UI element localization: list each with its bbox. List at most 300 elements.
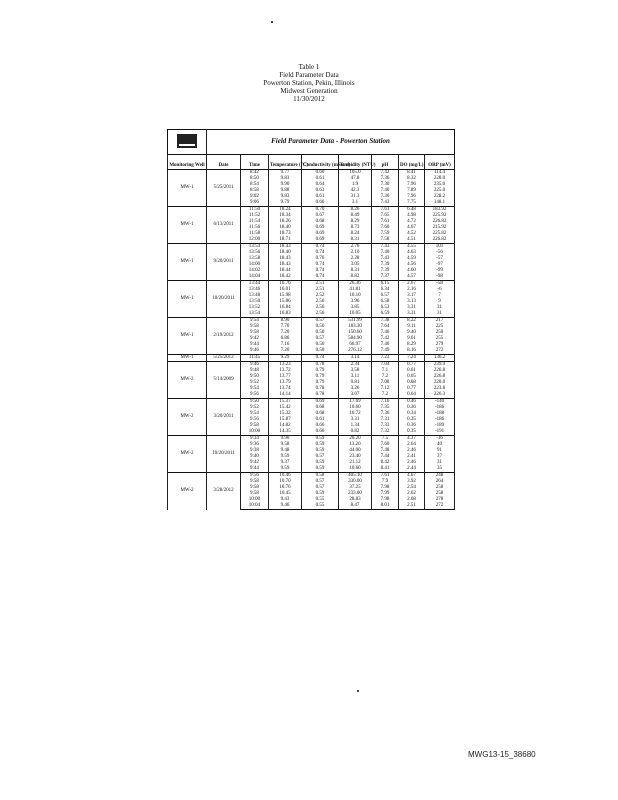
conductivity-cell: 0.61: [302, 176, 339, 182]
do-cell: 8.22: [399, 318, 425, 325]
orp-cell: 258: [425, 491, 455, 497]
do-cell: 2.64: [399, 442, 425, 448]
turbidity-cell: 17.69: [339, 399, 372, 406]
conductivity-cell: 0.59: [302, 436, 339, 443]
time-cell: 9:58: [241, 330, 269, 336]
well-cell: MW-2: [168, 362, 207, 399]
orp-cell: 228.2: [425, 194, 455, 200]
conductivity-cell: 0.50: [302, 330, 339, 336]
temperature-cell: 6.86: [269, 336, 302, 342]
ph-cell: 7.60: [372, 442, 399, 448]
conductivity-cell: 0.57: [302, 454, 339, 460]
do-cell: 2.16: [399, 287, 425, 293]
ph-cell: 7.43: [372, 244, 399, 251]
do-cell: 4.72: [399, 219, 425, 225]
turbidity-cell: 584.90: [339, 336, 372, 342]
temperature-cell: 18.44: [269, 268, 302, 274]
ph-cell: 6.59: [372, 311, 399, 318]
time-cell: 13:54: [241, 244, 269, 251]
orp-cell: -188: [425, 411, 455, 417]
banner-title-cell: [207, 130, 455, 155]
temperature-cell: 18.34: [269, 213, 302, 219]
time-cell: 8:50: [241, 176, 269, 182]
do-cell: 6.48: [399, 207, 425, 214]
orp-cell: 91: [425, 448, 455, 454]
banner-title: Field Parameter Data - Powerton Station: [271, 137, 390, 145]
well-cell: MW-2: [168, 473, 207, 510]
time-cell: 11:45: [241, 355, 269, 362]
conductivity-cell: 0.74: [302, 250, 339, 256]
conductivity-cell: 2.56: [302, 311, 339, 318]
orp-cell: 183.92: [425, 207, 455, 214]
col-header-ph: pH: [372, 155, 399, 170]
date-cell: 6/13/2011: [207, 207, 241, 244]
turbidity-cell: 47.8: [339, 176, 372, 182]
do-cell: 4.55: [399, 244, 425, 251]
orp-cell: 272: [425, 348, 455, 355]
ph-cell: 8.42: [372, 460, 399, 466]
conductivity-cell: 0.66: [302, 200, 339, 207]
time-cell: 8:54: [241, 182, 269, 188]
time-cell: 9:56: [241, 417, 269, 423]
temperature-cell: 9.43: [269, 497, 302, 503]
temperature-cell: 18.42: [269, 274, 302, 281]
ph-cell: 7.36: [372, 411, 399, 417]
conductivity-cell: 0.69: [302, 399, 339, 406]
time-cell: 9:58: [241, 423, 269, 429]
turbidity-cell: 37.25: [339, 485, 372, 491]
report-date: 11/30/2012: [293, 95, 325, 103]
ph-cell: 7.59: [372, 231, 399, 237]
conductivity-cell: 0.78: [302, 392, 339, 399]
conductivity-cell: 0.50: [302, 342, 339, 348]
do-cell: 2.67: [399, 281, 425, 288]
do-cell: 7.96: [399, 194, 425, 200]
temperature-cell: 10.76: [269, 485, 302, 491]
conductivity-cell: 0.59: [302, 448, 339, 454]
turbidity-cell: 3.11: [339, 374, 372, 380]
time-cell: 9:54: [241, 318, 269, 325]
time-cell: 14:04: [241, 274, 269, 281]
time-cell: 8:58: [241, 188, 269, 194]
ph-cell: 6.53: [372, 305, 399, 311]
turbidity-cell: 8.26: [339, 207, 372, 214]
turbidity-cell: 26.36: [339, 281, 372, 288]
time-cell: 13:44: [241, 281, 269, 288]
do-cell: 4.51: [399, 237, 425, 244]
time-cell: 11:58: [241, 231, 269, 237]
conductivity-cell: 0.57: [302, 479, 339, 485]
well-cell: MW-1: [168, 170, 207, 207]
turbidity-cell: 1.34: [339, 423, 372, 429]
temperature-cell: 16.76: [269, 281, 302, 288]
temperature-cell: 18.24: [269, 207, 302, 214]
do-cell: 7.89: [399, 188, 425, 194]
ph-cell: 7.39: [372, 262, 399, 268]
orp-cell: 226.82: [425, 237, 455, 244]
do-cell: 4.67: [399, 225, 425, 231]
turbidity-cell: 3.14: [339, 355, 372, 362]
conductivity-cell: 0.79: [302, 374, 339, 380]
col-header-temperature: Temperature (°C): [269, 155, 302, 170]
turbidity-cell: 3.31: [339, 417, 372, 423]
temperature-cell: 7.16: [269, 342, 302, 348]
time-cell: 9:06: [241, 200, 269, 207]
do-cell: 3.13: [399, 299, 425, 305]
ph-cell: 7.44: [372, 454, 399, 460]
conductivity-cell: 0.70: [302, 207, 339, 214]
turbidity-cell: 0.82: [339, 429, 372, 436]
date-cell: 10/20/2011: [207, 281, 241, 318]
well-cell: MW-2: [168, 436, 207, 473]
turbidity-cell: 8.73: [339, 225, 372, 231]
conductivity-cell: 0.55: [302, 503, 339, 510]
date-cell: 5/25/2011: [207, 170, 241, 207]
time-cell: 10:04: [241, 503, 269, 510]
table-number: Table 1: [298, 63, 320, 71]
orp-cell: 279: [425, 342, 455, 348]
orp-cell: 31: [425, 460, 455, 466]
ph-cell: 7.36: [372, 176, 399, 182]
do-cell: 2.44: [399, 466, 425, 473]
time-cell: 14:02: [241, 268, 269, 274]
time-cell: 13:54: [241, 311, 269, 318]
temperature-cell: 10.70: [269, 479, 302, 485]
time-cell: 9:38: [241, 448, 269, 454]
ph-cell: 7.60: [372, 225, 399, 231]
time-cell: 9:56: [241, 473, 269, 480]
ph-cell: 7.98: [372, 485, 399, 491]
ph-cell: 7.64: [372, 324, 399, 330]
temperature-cell: 18.71: [269, 237, 302, 244]
time-cell: 11:50: [241, 207, 269, 214]
orp-cell: 225.0: [425, 188, 455, 194]
turbidity-cell: 21.12: [339, 460, 372, 466]
well-cell: MW-1: [168, 244, 207, 281]
do-cell: 9.40: [399, 330, 425, 336]
conductivity-cell: 0.59: [302, 491, 339, 497]
ph-cell: 8.41: [372, 466, 399, 473]
ph-cell: 7.37: [372, 274, 399, 281]
conductivity-cell: 0.74: [302, 274, 339, 281]
turbidity-cell: 66.97: [339, 342, 372, 348]
ph-cell: 7.08: [372, 380, 399, 386]
conductivity-cell: 2.52: [302, 293, 339, 299]
ph-cell: 7.35: [372, 405, 399, 411]
conductivity-cell: 0.74: [302, 355, 339, 362]
time-cell: 13:52: [241, 305, 269, 311]
time-cell: 9:34: [241, 436, 269, 443]
temperature-cell: 13.72: [269, 368, 302, 374]
conductivity-cell: 0.59: [302, 466, 339, 473]
do-cell: 0.77: [399, 362, 425, 369]
do-cell: 8.41: [399, 170, 425, 177]
temperature-cell: 16.83: [269, 311, 302, 318]
site-location: Powerton Station, Pekin, Illinois: [263, 79, 355, 87]
temperature-cell: 15.98: [269, 293, 302, 299]
do-cell: 7.75: [399, 200, 425, 207]
time-cell: 9:44: [241, 466, 269, 473]
temperature-cell: 16.84: [269, 305, 302, 311]
conductivity-cell: 0.69: [302, 237, 339, 244]
ph-cell: 7.9: [372, 479, 399, 485]
turbidity-cell: 2.34: [339, 362, 372, 369]
turbidity-cell: 8.31: [339, 268, 372, 274]
conductivity-cell: 0.60: [302, 170, 339, 177]
orp-cell: 31: [425, 305, 455, 311]
date-cell: 5/25/2012: [207, 355, 241, 362]
temperature-cell: 7.70: [269, 324, 302, 330]
temperature-cell: 9.83: [269, 176, 302, 182]
document-id: MWG13-15_38680: [468, 750, 536, 759]
time-cell: 9:54: [241, 411, 269, 417]
orp-cell: 148.1: [425, 200, 455, 207]
turbidity-cell: 8.29: [339, 219, 372, 225]
orp-cell: 217: [425, 318, 455, 325]
time-cell: 9:58: [241, 485, 269, 491]
do-cell: 3.31: [399, 305, 425, 311]
time-cell: 9:42: [241, 460, 269, 466]
temperature-cell: 9.77: [269, 170, 302, 177]
time-cell: 11:52: [241, 213, 269, 219]
conductivity-cell: 0.57: [302, 336, 339, 342]
time-cell: 13:56: [241, 250, 269, 256]
turbidity-cell: 41.81: [339, 287, 372, 293]
conductivity-cell: 0.57: [302, 318, 339, 325]
conductivity-cell: 0.69: [302, 225, 339, 231]
turbidity-cell: 26.20: [339, 436, 372, 443]
orp-cell: -36: [425, 436, 455, 443]
orp-cell: -99: [425, 268, 455, 274]
ph-cell: 8.01: [372, 503, 399, 510]
orp-cell: 239.9: [425, 362, 455, 369]
scan-speck: [357, 690, 359, 692]
temperature-cell: 14.35: [269, 429, 302, 436]
do-cell: 0.34: [399, 411, 425, 417]
turbidity-cell: 3.26: [339, 386, 372, 392]
time-cell: 8:42: [241, 170, 269, 177]
turbidity-cell: 3.1: [339, 200, 372, 207]
temperature-cell: 13.79: [269, 380, 302, 386]
orp-cell: 101: [425, 244, 455, 251]
turbidity-cell: 8.24: [339, 231, 372, 237]
turbidity-cell: 2.28: [339, 256, 372, 262]
time-cell: 10:00: [241, 497, 269, 503]
do-cell: 3.92: [399, 479, 425, 485]
time-cell: 9:50: [241, 399, 269, 406]
conductivity-cell: 0.74: [302, 244, 339, 251]
time-cell: 9:42: [241, 336, 269, 342]
orp-cell: -58: [425, 281, 455, 288]
orp-cell: 136.2: [425, 355, 455, 362]
turbidity-cell: 13.20: [339, 442, 372, 448]
turbidity-cell: 2.76: [339, 244, 372, 251]
time-cell: 9:02: [241, 194, 269, 200]
orp-cell: 258: [425, 485, 455, 491]
orp-cell: -191: [425, 429, 455, 436]
col-header-date: Date: [207, 155, 241, 170]
ph-cell: 7.61: [372, 207, 399, 214]
conductivity-cell: 0.78: [302, 362, 339, 369]
column-header-row: [168, 155, 455, 170]
ph-cell: 7.40: [372, 342, 399, 348]
time-cell: 9:44: [241, 342, 269, 348]
ph-cell: 6.58: [372, 299, 399, 305]
client-name: Midwest Generation: [280, 87, 338, 95]
orp-cell: 37: [425, 454, 455, 460]
turbidity-cell: 330.00: [339, 479, 372, 485]
ph-cell: 7.40: [372, 250, 399, 256]
conductivity-cell: 0.66: [302, 423, 339, 429]
do-cell: 8.32: [399, 176, 425, 182]
table-banner: [168, 130, 455, 155]
turbidity-cell: 405.10: [339, 473, 372, 480]
time-cell: 11:54: [241, 219, 269, 225]
date-cell: 5/14/2009: [207, 362, 241, 399]
do-cell: 4.67: [399, 473, 425, 480]
turbidity-cell: 8.31: [339, 237, 372, 244]
do-cell: 4.60: [399, 268, 425, 274]
orp-cell: 225.92: [425, 213, 455, 219]
temperature-cell: 9.48: [269, 448, 302, 454]
orp-cell: 235.0: [425, 182, 455, 188]
conductivity-cell: 0.79: [302, 380, 339, 386]
turbidity-cell: 42.3: [339, 188, 372, 194]
temperature-cell: 7.20: [269, 330, 302, 336]
ph-cell: 7.32: [372, 429, 399, 436]
orp-cell: -6: [425, 287, 455, 293]
do-cell: 8.16: [399, 348, 425, 355]
time-cell: 13:46: [241, 287, 269, 293]
temperature-cell: 9.83: [269, 194, 302, 200]
field-parameter-table: [167, 129, 455, 510]
orp-cell: -56: [425, 250, 455, 256]
temperature-cell: 15.42: [269, 405, 302, 411]
ph-cell: 7.38: [372, 318, 399, 325]
col-header-time: Time: [241, 155, 269, 170]
do-cell: 2.41: [399, 454, 425, 460]
conductivity-cell: 0.69: [302, 231, 339, 237]
ph-cell: 7.1: [372, 368, 399, 374]
time-cell: 9:52: [241, 380, 269, 386]
do-cell: 0.68: [399, 380, 425, 386]
orp-cell: 226.3: [425, 392, 455, 399]
turbidity-cell: 150.60: [339, 330, 372, 336]
ph-cell: 7.43: [372, 256, 399, 262]
ph-cell: 7.39: [372, 268, 399, 274]
orp-cell: 223.8: [425, 386, 455, 392]
company-logo-icon: [177, 134, 197, 148]
time-cell: 9:56: [241, 392, 269, 399]
temperature-cell: 18.73: [269, 231, 302, 237]
conductivity-cell: 2.51: [302, 287, 339, 293]
conductivity-cell: 0.63: [302, 188, 339, 194]
date-cell: 3/28/2012: [207, 473, 241, 510]
ph-cell: 6.15: [372, 281, 399, 288]
temperature-cell: 14.14: [269, 392, 302, 399]
col-header-turbidity: Turbidity (NTU): [339, 155, 372, 170]
orp-cell: 226.8: [425, 368, 455, 374]
date-cell: 2/19/2012: [207, 318, 241, 355]
logo-cell: [168, 130, 207, 155]
time-cell: 9:58: [241, 491, 269, 497]
conductivity-cell: 0.56: [302, 324, 339, 330]
time-cell: 9:54: [241, 386, 269, 392]
orp-cell: 9: [425, 299, 455, 305]
col-header-do: DO (mg/L): [399, 155, 425, 170]
do-cell: 0.46: [399, 399, 425, 406]
temperature-cell: 15.37: [269, 399, 302, 406]
turbidity-cell: 3.05: [339, 262, 372, 268]
orp-cell: 226.8: [425, 374, 455, 380]
ph-cell: 7.49: [372, 348, 399, 355]
time-cell: 9:40: [241, 454, 269, 460]
turbidity-cell: 10.60: [339, 466, 372, 473]
orp-cell: 40: [425, 442, 455, 448]
temperature-cell: 16.01: [269, 287, 302, 293]
orp-cell: 264: [425, 479, 455, 485]
do-cell: 3.31: [399, 311, 425, 318]
turbidity-cell: 1.9: [339, 182, 372, 188]
col-header-orp: ORP (mV): [425, 155, 455, 170]
time-cell: 12:00: [241, 237, 269, 244]
temperature-cell: 18.43: [269, 256, 302, 262]
conductivity-cell: 0.76: [302, 256, 339, 262]
do-cell: 4.57: [399, 274, 425, 281]
conductivity-cell: 0.68: [302, 405, 339, 411]
orp-cell: 114.4: [425, 170, 455, 177]
time-cell: 9:36: [241, 442, 269, 448]
conductivity-cell: 0.67: [302, 213, 339, 219]
time-cell: 11:56: [241, 225, 269, 231]
temperature-cell: 13.23: [269, 362, 302, 369]
orp-cell: -98: [425, 274, 455, 281]
conductivity-cell: 2.56: [302, 299, 339, 305]
date-cell: 9/20/2011: [207, 244, 241, 281]
orp-cell: 250: [425, 330, 455, 336]
turbidity-cell: 10.10: [339, 293, 372, 299]
do-cell: 4.59: [399, 256, 425, 262]
do-cell: 7.96: [399, 182, 425, 188]
orp-cell: 215.92: [425, 225, 455, 231]
do-cell: 2.68: [399, 497, 425, 503]
temperature-cell: 15.86: [269, 299, 302, 305]
turbidity-cell: 8.49: [339, 213, 372, 219]
do-cell: 4.37: [399, 436, 425, 443]
temperature-cell: 9.79: [269, 200, 302, 207]
orp-cell: -140: [425, 399, 455, 406]
turbidity-cell: 10.60: [339, 405, 372, 411]
orp-cell: 31: [425, 311, 455, 318]
turbidity-cell: 3.07: [339, 392, 372, 399]
do-cell: 0.36: [399, 423, 425, 429]
orp-cell: 225: [425, 324, 455, 330]
orp-cell: 35: [425, 466, 455, 473]
turbidity-cell: 531.99: [339, 318, 372, 325]
temperature-cell: 7.20: [269, 348, 302, 355]
do-cell: 0.36: [399, 405, 425, 411]
do-cell: 4.63: [399, 250, 425, 256]
orp-cell: -57: [425, 256, 455, 262]
conductivity-cell: 0.59: [302, 460, 339, 466]
time-cell: 9:58: [241, 479, 269, 485]
turbidity-cell: 3.96: [339, 299, 372, 305]
time-cell: 9:50: [241, 374, 269, 380]
conductivity-cell: 0.55: [302, 497, 339, 503]
orp-cell: 272: [425, 503, 455, 510]
temperature-cell: 18.40: [269, 225, 302, 231]
orp-cell: -189: [425, 423, 455, 429]
